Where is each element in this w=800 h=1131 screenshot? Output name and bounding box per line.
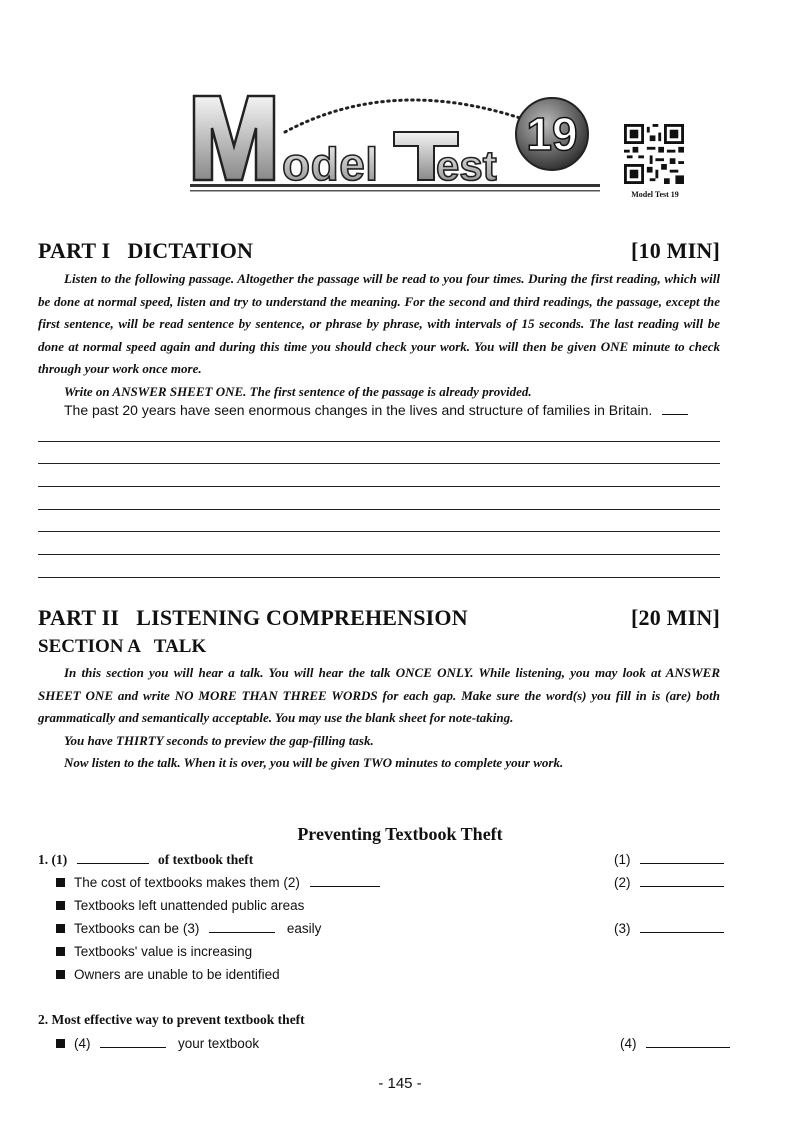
dictation-first-sentence: The past 20 years have seen enormous changes in the lives and structure of families in Britain. xyxy=(64,402,724,418)
part1-instruction-2: Write on ANSWER SHEET ONE. The first sentence of the passage is already provided. xyxy=(64,383,532,399)
banner-title-text: odel xyxy=(282,138,379,190)
part2-instruction-2: You have THIRTY seconds to preview the gap-filling task. xyxy=(64,732,374,748)
dictation-blank[interactable] xyxy=(662,403,688,415)
qr-caption: Model Test 19 xyxy=(631,190,679,199)
page-number: - 145 - xyxy=(378,1075,422,1092)
bullet-square-icon xyxy=(56,901,65,910)
answer-slot-3: (3) xyxy=(614,921,724,936)
note-bullet-3: Textbooks can be (3) easily xyxy=(56,921,321,936)
part1-instructions xyxy=(38,268,720,403)
note-bullet-2: Textbooks left unattended public areas xyxy=(56,898,304,913)
part2-instruction-1: In this section you will hear a talk. You will hear the talk ONCE ONLY. While listening, you may look at ANSWER SHEET ONE and write NO MORE THAN THREE WORDS for each gap. Make sure the word(s) you fill in is (are) both grammatically and semantically acceptable. You may use the blank sheet for note-taking. xyxy=(38,665,720,725)
part1-heading xyxy=(38,238,720,264)
note-bullet-4: Textbooks' value is increasing xyxy=(56,944,252,959)
note-blank-3[interactable] xyxy=(209,921,275,933)
answer-blank-1[interactable] xyxy=(640,852,724,864)
dictation-line-6[interactable] xyxy=(38,554,720,555)
part1-title: PART I DICTATION xyxy=(38,238,254,263)
part2-title: PART II LISTENING COMPREHENSION xyxy=(38,605,468,630)
model-test-banner xyxy=(190,88,610,200)
note-bullet-5: Owners are unable to be identified xyxy=(56,967,280,982)
dictation-line-3[interactable] xyxy=(38,486,720,487)
bullet-square-icon xyxy=(56,878,65,887)
bullet-square-icon xyxy=(56,947,65,956)
notes-title: Preventing Textbook Theft xyxy=(297,824,503,844)
section-a-heading: SECTION A TALK xyxy=(38,636,207,657)
answer-slot-1: (1) xyxy=(614,852,724,867)
answer-slot-2: (2) xyxy=(614,875,724,890)
note-item-1: 1. (1) of textbook theft xyxy=(38,852,254,867)
note-bullet-1: The cost of textbooks makes them (2) xyxy=(56,875,380,890)
part1-instruction-1: Listen to the following passage. Altogether the passage will be read to you four times. During the first reading, which will be done at normal speed, listen and try to understand the meaning. For the second and third readings, the passage, except the first sentence, will be read sentence by sentence, or phrase by phrase, with intervals of 15 seconds. The last reading will be done at normal speed again and during this time you should check your work. You will then be given ONE minute to check through your work once more. xyxy=(38,271,720,376)
dictation-line-4[interactable] xyxy=(38,509,720,510)
answer-blank-4[interactable] xyxy=(646,1036,730,1048)
part2-instructions xyxy=(38,662,720,775)
answer-slot-4: (4) xyxy=(620,1036,730,1051)
note-blank-4[interactable] xyxy=(100,1036,166,1048)
note-blank-2[interactable] xyxy=(310,875,380,887)
part1-time: [10 MIN] xyxy=(631,238,720,263)
svg-text:19: 19 xyxy=(526,108,578,160)
note-item-2-bullet: (4) your textbook xyxy=(56,1036,259,1051)
dictation-line-7[interactable] xyxy=(38,577,720,578)
dictation-line-2[interactable] xyxy=(38,463,720,464)
note-blank-1[interactable] xyxy=(77,852,149,864)
note-item-2: 2. Most effective way to prevent textbook theft xyxy=(38,1012,305,1027)
qr-code[interactable] xyxy=(624,124,684,184)
bullet-square-icon xyxy=(56,1039,65,1048)
part2-instruction-3: Now listen to the talk. When it is over, you will be given TWO minutes to complete your work. xyxy=(64,755,564,770)
part2-time: [20 MIN] xyxy=(631,605,720,630)
answer-blank-3[interactable] xyxy=(640,921,724,933)
part2-heading xyxy=(38,605,720,631)
dictation-line-1[interactable] xyxy=(38,441,720,442)
bullet-square-icon xyxy=(56,970,65,979)
bullet-square-icon xyxy=(56,924,65,933)
answer-blank-2[interactable] xyxy=(640,875,724,887)
dictation-line-5[interactable] xyxy=(38,531,720,532)
svg-text:est: est xyxy=(436,142,497,189)
